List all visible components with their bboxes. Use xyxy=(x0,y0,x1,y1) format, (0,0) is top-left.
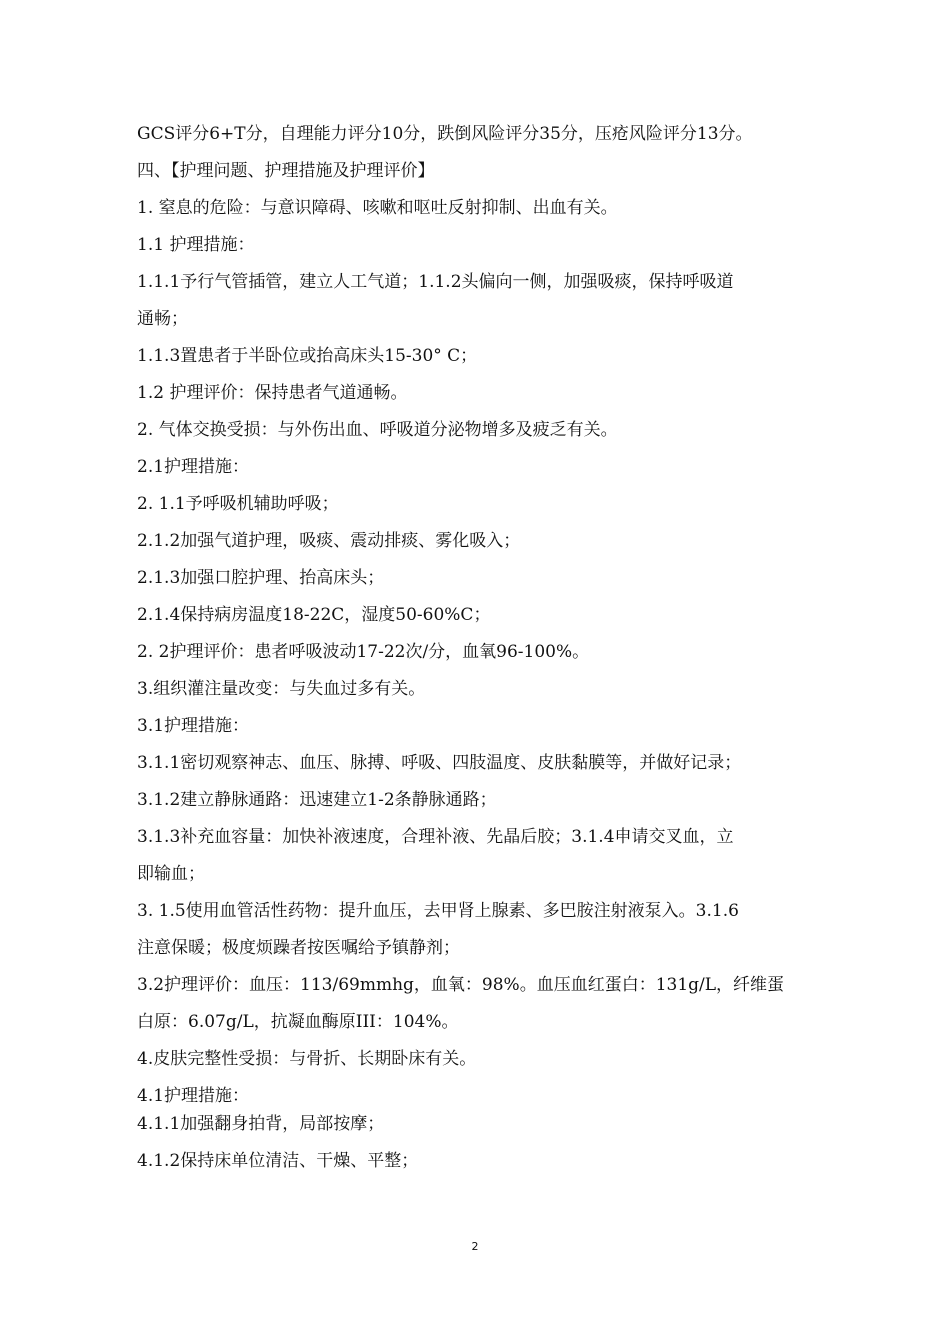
text-line: 2.1护理措施： xyxy=(137,457,250,477)
text-line: 3.2护理评价：血压：113/69mmhg，血氧：98%。血压血红蛋白：131g/L，纤维蛋 xyxy=(137,975,785,995)
section-heading: 四、【护理问题、护理措施及护理评价】 xyxy=(137,161,435,181)
text-line: 2. 2护理评价：患者呼吸波动17-22次/分，血氧96-100%。 xyxy=(137,642,590,662)
text-line: 3. 1.5使用血管活性药物：提升血压，去甲肾上腺素、多巴胺注射液泵入。3.1.6 xyxy=(137,901,739,921)
text-line: 注意保暖；极度烦躁者按医嘱给予镇静剂； xyxy=(137,938,460,958)
text-line: 白原：6.07g/L，抗凝血酶原III：104%。 xyxy=(137,1012,459,1032)
text-line: 4.1.2保持床单位清洁、干燥、平整； xyxy=(137,1151,419,1171)
text-line: 4.1护理措施： xyxy=(137,1086,250,1106)
text-line: 1.1.1予行气管插管，建立人工气道；1.1.2头偏向一侧，加强吸痰，保持呼吸道 xyxy=(137,272,734,292)
text-line: 2.1.3加强口腔护理、抬高床头； xyxy=(137,568,385,588)
text-line: 4.皮肤完整性受损：与骨折、长期卧床有关。 xyxy=(137,1049,477,1069)
text-line: 2.1.4保持病房温度18-22C，湿度50-60%C； xyxy=(137,605,491,625)
page-number: 2 xyxy=(471,1240,479,1253)
text-line: 即输血； xyxy=(137,864,205,884)
text-line: GCS评分6+T分，自理能力评分10分，跌倒风险评分35分，压疮风险评分13分。 xyxy=(137,124,753,144)
document-body xyxy=(137,120,827,1184)
text-line: 1.1.3置患者于半卧位或抬高床头15-30° C； xyxy=(137,346,478,366)
text-line: 2. 1.1予呼吸机辅助呼吸； xyxy=(137,494,339,514)
text-line: 3.1护理措施： xyxy=(137,716,250,736)
text-line: 2. 气体交换受损：与外伤出血、呼吸道分泌物增多及疲乏有关。 xyxy=(137,420,618,440)
text-line: 2.1.2加强气道护理，吸痰、震动排痰、雾化吸入； xyxy=(137,531,521,551)
text-line: 1. 窒息的危险：与意识障碍、咳嗽和呕吐反射抑制、出血有关。 xyxy=(137,198,618,218)
text-line: 通畅； xyxy=(137,309,188,329)
text-line: 3.组织灌注量改变：与失血过多有关。 xyxy=(137,679,426,699)
text-line: 1.1 护理措施： xyxy=(137,235,255,255)
text-line: 3.1.1密切观察神志、血压、脉搏、呼吸、四肢温度、皮肤黏膜等，并做好记录； xyxy=(137,753,742,773)
text-line: 3.1.2建立静脉通路：迅速建立1-2条静脉通路； xyxy=(137,790,497,810)
text-line: 3.1.3补充血容量：加快补液速度，合理补液、先晶后胶；3.1.4申请交叉血，立 xyxy=(137,827,734,847)
text-line: 1.2 护理评价：保持患者气道通畅。 xyxy=(137,383,408,403)
text-line: 4.1.1加强翻身拍背，局部按摩； xyxy=(137,1114,385,1134)
